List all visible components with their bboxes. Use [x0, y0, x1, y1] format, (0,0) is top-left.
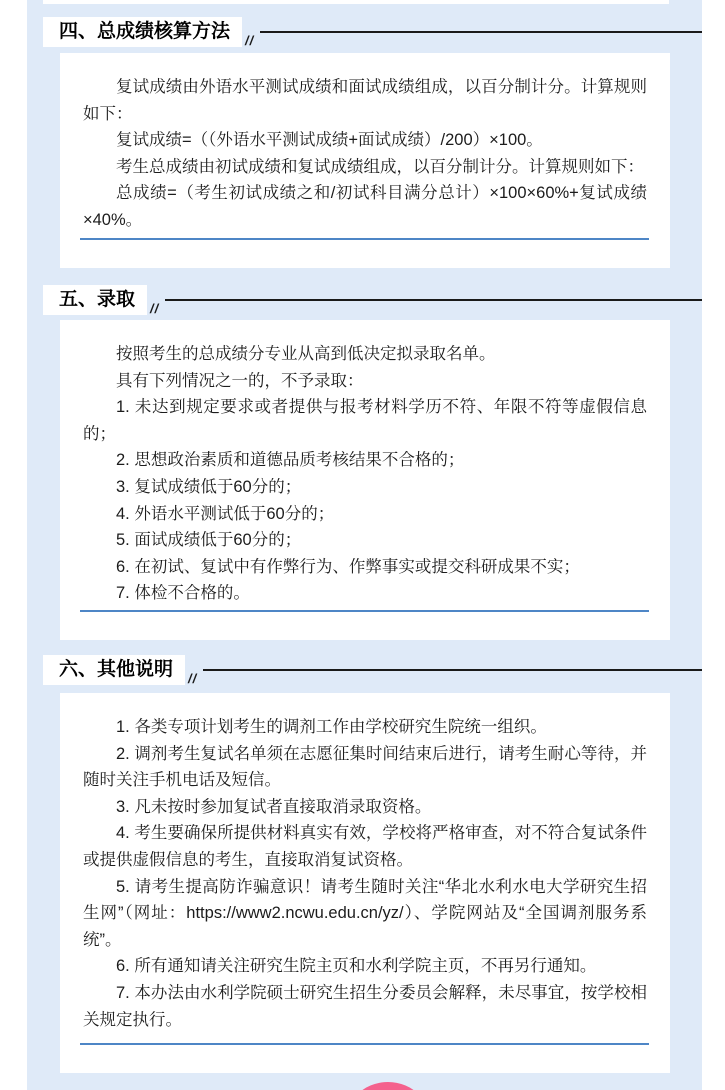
paragraph: 4. 外语水平测试低于60分的； — [116, 504, 335, 523]
heading-rule-line — [203, 669, 702, 671]
paragraph: 6. 所有通知请关注研究生院主页和水利学院主页，不再另行通知。 — [116, 957, 597, 976]
section-card-6 — [60, 693, 670, 1073]
paragraph: 考生总成绩由初试成绩和复试成绩组成，以百分制计分。计算规则如下： — [116, 157, 644, 176]
pink-circle-decoration — [343, 1082, 433, 1090]
paragraph: 6. 在初试、复试中有作弊行为、作弊事实或提交科研成果不实； — [116, 557, 580, 576]
section-title-5: 五、录取 — [43, 285, 147, 315]
section-heading-row-4 — [43, 17, 702, 47]
paragraph: 复试成绩=（（外语水平测试成绩+面试成绩）/200）×100。 — [116, 131, 543, 150]
section-heading-row-6 — [43, 655, 702, 685]
paragraph: 总成绩=（考生初试成绩之和/初试科目满分总计）×100×60%+复试成绩×40%。 — [83, 184, 647, 229]
heading-rule-line — [260, 31, 702, 33]
paragraph: 5. 请考生提高防诈骗意识！请考生随时关注“华北水利水电大学研究生招生网”（网址：https://www2.ncwu.edu.cn/yz/）、学院网站及“全国调剂服务系统”。 — [83, 877, 647, 949]
heading-slashes-decoration: // — [150, 300, 160, 316]
card-bottom-divider — [80, 1043, 649, 1045]
paragraph: 3. 凡未按时参加复试者直接取消录取资格。 — [116, 797, 432, 816]
section-card-4 — [60, 53, 670, 268]
section-title-4: 四、总成绩核算方法 — [43, 17, 242, 47]
paragraph: 1. 各类专项计划考生的调剂工作由学校研究生院统一组织。 — [116, 718, 547, 736]
section-heading-row-5 — [43, 285, 702, 315]
heading-rule-line — [165, 299, 702, 301]
paragraph: 7. 体检不合格的。 — [116, 584, 250, 603]
paragraph: 1. 未达到规定要求或者提供与报考材料学历不符、年限不符等虚假信息的； — [83, 398, 647, 443]
previous-card-remnant — [43, 0, 669, 4]
paragraph: 2. 思想政治素质和道德品质考核结果不合格的； — [116, 451, 465, 470]
paragraph: 具有下列情况之一的，不予录取： — [116, 371, 364, 390]
card-bottom-divider — [80, 610, 649, 612]
paragraph: 7. 本办法由水利学院硕士研究生招生分委员会解释，未尽事宜，按学校相关规定执行。 — [83, 983, 647, 1029]
paragraph: 4. 考生要确保所提供材料真实有效，学校将严格审查，对不符合复试条件或提供虚假信息的考生，直接取消复试资格。 — [83, 824, 647, 869]
paragraph: 2. 调剂考生复试名单须在志愿征集时间结束后进行，请考生耐心等待，并随时关注手机电话及短信。 — [83, 744, 647, 790]
paragraph: 3. 复试成绩低于60分的； — [116, 477, 302, 496]
article-content-panel — [27, 0, 702, 1090]
card-bottom-divider — [80, 238, 649, 240]
heading-slashes-decoration: // — [245, 32, 255, 48]
paragraph: 5. 面试成绩低于60分的； — [116, 531, 302, 550]
section-card-5 — [60, 320, 670, 640]
paragraph: 按照考生的总成绩分专业从高到低决定拟录取名单。 — [116, 345, 496, 363]
heading-slashes-decoration: // — [188, 670, 198, 686]
section-title-6: 六、其他说明 — [43, 655, 185, 685]
paragraph: 复试成绩由外语水平测试成绩和面试成绩组成，以百分制计分。计算规则如下： — [83, 78, 647, 123]
